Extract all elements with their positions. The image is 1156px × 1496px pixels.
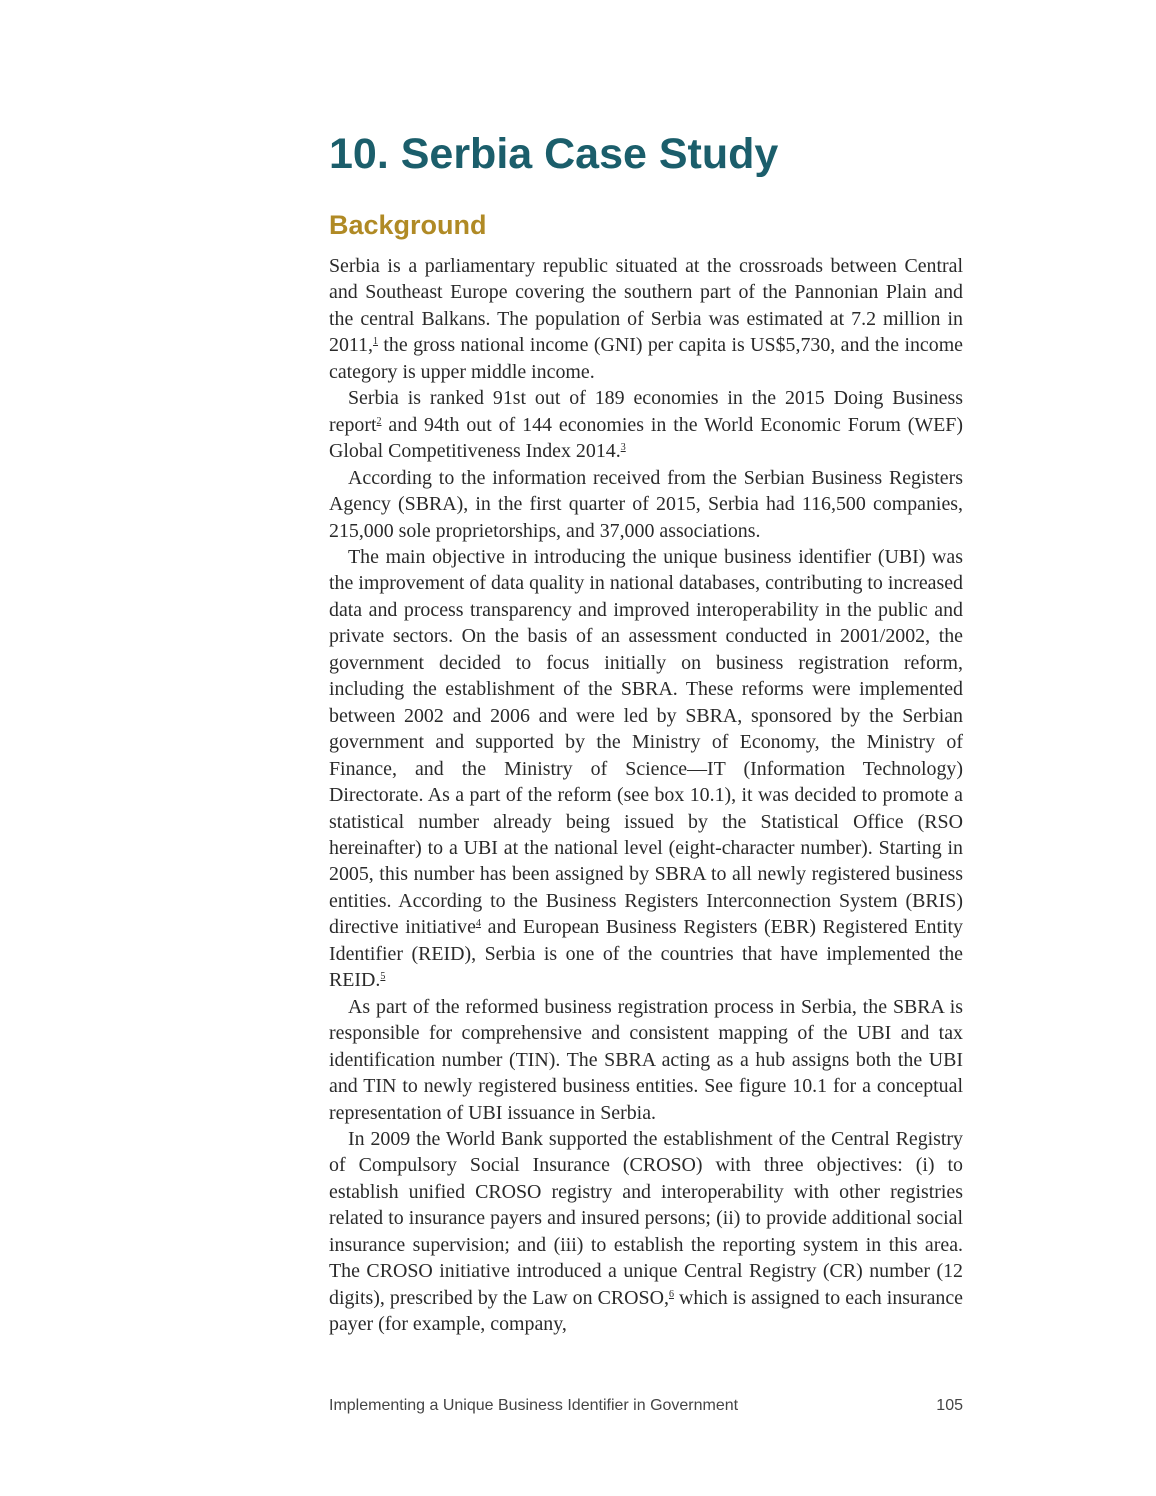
body-text [329, 253, 963, 1338]
paragraph-text: Serbia is ranked 91st out of 189 economies in the 2015 Doing Business report [329, 387, 963, 436]
footnote-reference[interactable]: 5 [380, 971, 386, 983]
paragraph-text: and 94th out of 144 economies in the World Economic Forum (WEF) Global Competitiveness Index 2014. [329, 413, 963, 463]
paragraph [329, 465, 963, 544]
footnote-reference[interactable]: 2 [376, 415, 382, 427]
paragraph-text: and European Business Registers (EBR) Registered Entity Identifier (REID), Serbia is one of the countries that have implemented the REID. [329, 916, 963, 992]
paragraph [329, 1126, 963, 1338]
paragraph [329, 544, 963, 994]
footnote-reference[interactable]: 6 [668, 1288, 674, 1300]
paragraph-text: As part of the reformed business registration process in Serbia, the SBRA is responsible for comprehensive and consistent mapping of the UBI and tax identification number (TIN). The SBRA acting as a hub assigns both the UBI and TIN to newly registered business entities. See figure 10.1 for a conceptual representation of UBI issuance in Serbia. [329, 995, 963, 1124]
paragraph-text: which is assigned to each insurance payer (for example, company, [329, 1286, 963, 1336]
paragraph-text: the gross national income (GNI) per capita is US$5,730, and the income category is upper middle income. [329, 334, 963, 383]
running-title: Implementing a Unique Business Identifier in Government [329, 1397, 739, 1414]
section-heading: Background [329, 210, 487, 240]
chapter-title: 10. Serbia Case Study [329, 130, 779, 178]
paragraph-text: According to the information received from the Serbian Business Registers Agency (SBRA), in the first quarter of 2015, Serbia had 116,500 companies, 215,000 sole proprietorships, and 37,000 associations. [329, 466, 963, 542]
paragraph-text: The main objective in introducing the unique business identifier (UBI) was the improvement of data quality in national databases, contributing to increased data and process transparency and improved interoperability in the public and private sectors. On the basis of an assessment conducted in 2001/2002, the government decided to focus initially on business registration reform, including the establishment of the SBRA. These reforms were implemented between 2002 and 2006 and were led by SBRA, sponsored by the Serbian government and supported by the Ministry of Economy, the Ministry of Finance, and the Ministry of Science—IT (Information Technology) Directorate. As a part of the reform (see box 10.1), it was decided to promote a statistical number already being issued by the Statistical Office (RSO hereinafter) to a UBI at the national level (eight-character number). Starting in 2005, this number has been assigned by SBRA to all newly registered business entities. According to the Business Registers Interconnection System (BRIS) directive initiative [329, 545, 963, 939]
page-number: 105 [936, 1397, 963, 1414]
paragraph-text: Serbia is a parliamentary republic situated at the crossroads between Central and Southeast Europe covering the southern part of the Pannonian Plain and the central Balkans. The population of Serbia was estimated at 7.2 million in 2011, [329, 255, 963, 357]
paragraph-text: In 2009 the World Bank supported the establishment of the Central Registry of Compulsory Social Insurance (CROSO) with three objectives: (i) to establish unified CROSO registry and interoperability with other registries related to insurance payers and insured persons; (ii) to provide additional social insurance supervision; and (iii) to establish the reporting system in this area. The CROSO initiative introduced a unique Central Registry (CR) number (12 digits), prescribed by the Law on CROSO, [329, 1127, 963, 1309]
paragraph [329, 994, 963, 1126]
paragraph [329, 253, 963, 385]
footnote-reference[interactable]: 3 [620, 442, 626, 454]
footnote-reference[interactable]: 4 [475, 918, 481, 930]
footnote-reference[interactable]: 1 [373, 336, 379, 348]
paragraph [329, 385, 963, 464]
